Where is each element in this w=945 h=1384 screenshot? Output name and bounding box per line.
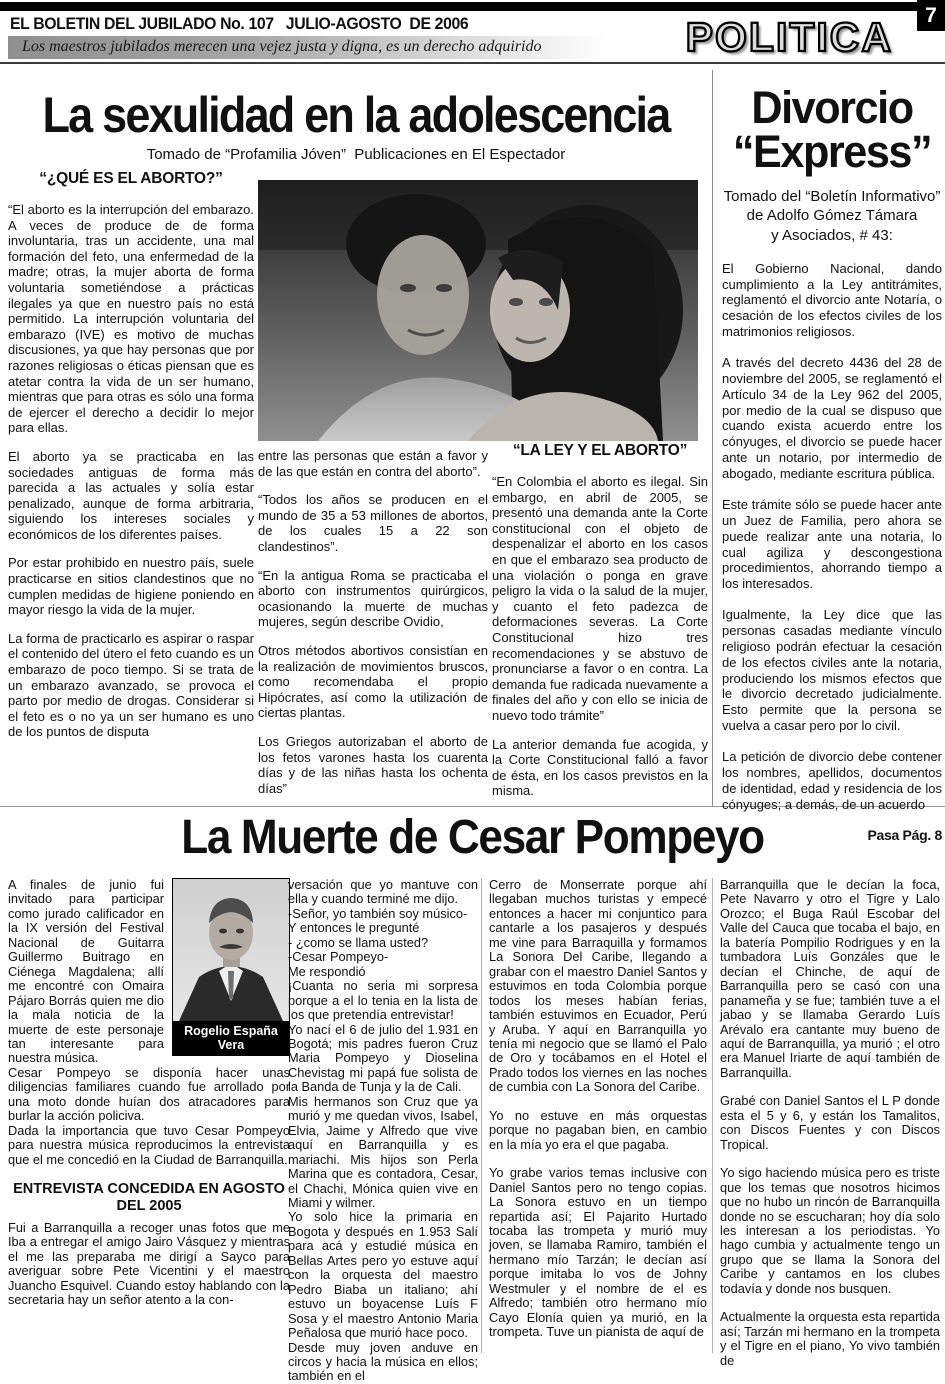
masthead: EL BOLETIN DEL JUBILADO No. 107 JULIO-AGOSTO DE 2006 (10, 14, 469, 33)
article1-left-heading: “¿QUÉ ES EL ABORTO?” (39, 170, 223, 187)
article3-column4 (720, 878, 940, 1382)
article3-title: La Muerte de Cesar Pompeyo (181, 811, 764, 864)
article2-title-line2: “Express” (732, 126, 932, 178)
article1-right-column (492, 442, 708, 812)
paragraph: -Señor, yo también soy músico- (288, 905, 468, 921)
article2-subtitle-line: y Asociados, # 43: (771, 226, 893, 244)
section-label: POLITICA (685, 14, 893, 60)
rogelio-photo (172, 878, 290, 1056)
paragraph: Y entonces le pregunté (288, 920, 420, 936)
article3-column2 (288, 878, 478, 1384)
article1-left-paragraphs (8, 202, 254, 740)
tagline-banner: Los maestros jubilados merecen una vejez justa y digna, es un derecho adquirido (8, 36, 608, 59)
article1-subtitle: Tomado de “Profamilia Jóven” Publicaciones en El Espectador (146, 146, 566, 163)
paragraph: Yo solo hice la primaria en Bogota y después en 1.953 Salí para acá y estudié música en Bellas Artes pero yo estuve aquí con la orquesta del maestro Pedro Biaba un italiano; ahí estuvo un boyacense Luís F Sosa y el maestro Antonio Maria Peñalosa que murió hace poco. (288, 1209, 478, 1341)
couple-photo-illustration (258, 180, 698, 441)
paragraph: Otros métodos abortivos consistían en la realización de movimientos bruscos, como recomendaba el propio Hipócrates, así como la utilización de ciertas plantas. (258, 642, 488, 721)
paragraph: Por estar prohibido en nuestro país, suele practicarse en sitios clandestinos que no cumplen medidas de higiene poniendo en mayor riesgo la vida de la mujer. (8, 555, 254, 618)
paragraph: Dada la importancia que tuvo Cesar Pompeyo para nuestra música reproducimos la entrevista que el me concedió en la Ciudad de Barranquilla. (8, 1122, 290, 1167)
article1-left-column (8, 170, 254, 753)
paragraph: La anterior demanda fue acogida, y la Corte Constitucional falló a favor de ésta, en los casos previstos en la misma. (492, 736, 708, 799)
article2-paragraphs (722, 261, 942, 813)
paragraph: Este trámite sólo se puede hacer ante un Juez de Familia, pero ahora se puede realizar ante una notaria, lo cual agiliza y descongestiona procedimientos, ahorrando tiempo a los interesados. (722, 496, 942, 592)
paragraph: - ¿como se llama usted? (288, 934, 429, 950)
paragraph: Grabé con Daniel Santos el L P donde esta el 5 y 6, y están los Tamalitos, con Discos Fuentes y con Discos Tropical. (720, 1093, 940, 1152)
article2-subtitle-line: de Adolfo Gómez Támara (746, 207, 918, 225)
paragraph: Yo sigo haciendo música pero es triste que los temas que nosotros hicimos que no hubo un rincón de Barranquilla donde no se escucharan; hoy día solo les interesan a los periodistas. Yo hago cumbia y actualmente tengo un grupo que se llama la Sonora del Caribe y cantamos en los clubes todavía y donde nos busquen. (720, 1165, 940, 1296)
paragraph: Actualmente la orquesta esta repartida así; Tarzán mi hermano en la trompeta y el Tigre en el piano, Yo vivo también de (720, 1309, 940, 1368)
page-number-box (917, 0, 945, 31)
article3-interview-heading: ENTREVISTA CONCEDIDA EN AGOSTO DEL 2005 (13, 1181, 285, 1215)
article2-title (726, 82, 937, 178)
article3-col4-paragraphs (720, 878, 940, 1368)
vertical-divider-bottom-2 (712, 878, 713, 1353)
paragraph: El aborto ya se practicaba en las sociedades antiguas de forma más parecida a las actuales y solía estar penalizado, aunque de forma arbitraria, siguiendo los intereses sociales y económicos de los diferentes países. (8, 448, 254, 542)
vertical-divider-top (712, 70, 713, 806)
paragraph: La petición de divorcio debe contener los nombres, apellidos, documentos de identidad, edad y residencia de los cónyuges; a demás, de un acuerdo (722, 748, 942, 812)
article1-right-paragraphs (492, 474, 708, 799)
paragraph: “En la antigua Roma se practicaba el aborto con instrumentos quirúrgicos, ocasionando la muerte de muchas mujeres, según describe Ovidio, (258, 567, 488, 630)
paragraph: Fui a Barranquilla a recoger unas fotos que me Iba a entregar el amigo Jairo Vásquez y mientras el me las preparaba me dirigí a Sayco para averiguar sobre Pete Vicentini y el maestro Juancho Esquivel. Cuando estoy hablando con la secretaria hay un señor atento a la con- (8, 1219, 290, 1308)
article3-col1-paragraphs-bottom (8, 1221, 290, 1308)
article1-middle-column (258, 448, 488, 809)
couple-photo (258, 180, 698, 441)
article1-right-heading: “LA LEY Y EL ABORTO” (512, 442, 688, 459)
page-number: 7 (925, 3, 937, 27)
article1-title: La sexulidad en la adolescencia (42, 87, 670, 143)
paragraph: Igualmente, la Ley dice que las personas casadas mediante vínculo religioso podrán efectuar la cesación de los efectos civiles ante la notaria, produciendo los mismos efectos que le divorcio decretado judicialmente. Esto permite que la persona se vuelva a casar pero por lo civil. (722, 607, 942, 734)
paragraph: “El aborto es la interrupción del embarazo. A veces de produce de de forma involuntaria, tras un accidente, una mal formación del feto, una enfermedad de la madre; otras, la mujer aborta de forma voluntaria sometiéndose a prácticas ilegales ya que en nuestro país no está permitido. La interrupción voluntaria del embarazo (IVE) es motivo de muchas discusiones, ya que hay personas que por razones religiosas o éticas piensan que es atetar contra la vida de un ser humano, mientras que para otras es sólo una forma de ejercer el derecho a decidir lo mejor para ellas. (8, 202, 254, 436)
paragraph: A través del decreto 4436 del 28 de noviembre del 2005, se reglamentó el Artículo 34 de la Ley 962 del 2005, por medio de la cual se dispuso que cuando exista acuerdo entre los cónyuges, el divorcio se puede hacer ante un notario, por intermedio de abogado, mediante escritura pública. (722, 355, 942, 482)
paragraph: “En Colombia el aborto es ilegal. Sin embargo, en abril de 2005, se presentó una demanda ante la Corte constitucional con el objeto de despenalizar el aborto en los casos en que el embarazo sea producto de una violación o ponga en grave peligro la vida o la salud de la mujer, y cuanto el feto padezca de deformaciones severas. La Corte Constitucional hizo tres recomendaciones y se abstuvo de pronunciarse a favor o en contra. La demanda fue radicada nuevamente a finales del año y con ello se inicia de nuevo todo trámite” (492, 474, 708, 723)
article3-column3 (489, 878, 707, 1354)
paragraph: Me respondió (288, 963, 366, 979)
article2-divorce (722, 82, 942, 844)
paragraph: versación que yo mantuve con ella y cuando terminé me dijo. (288, 877, 478, 907)
paragraph: El Gobierno Nacional, dando cumplimiento a la Ley antitrámites, reglamentó el divorcio ante Notaría, o cesación de los efectos civiles de los matrimonios religiosos. (722, 260, 942, 340)
paragraph: La forma de practicarlo es aspirar o raspar el contenido del útero el feto cuando es un embarazo de poco tiempo. Si se trata de un embarazo avanzado, se provoca el parto por medio de drogas. Considerar si el feto es o no ya un ser humano es uno de los puntos de disputa (8, 630, 254, 740)
article2-subtitle-line: Tomado del “Boletín Informativo” (723, 188, 941, 206)
paragraph: Yo no estuve en más orquestas porque no pagaban bien, en cambio en la mía yo era el que pagaba. (489, 1107, 707, 1152)
article2-title-line1: Divorcio (751, 82, 913, 133)
paragraph: Cesar Pompeyo se disponía hacer unas diligencias familiares cuando fue arrollado por una moto donde huían dos atracadores para burlar la acción policiva. (8, 1064, 290, 1124)
article3-col2-paragraphs (288, 878, 478, 1384)
continuation-note: Pasa Pág. 8 (867, 827, 942, 844)
top-black-bar (0, 2, 918, 11)
paragraph: Yo grabe varios temas inclusive con Daniel Santos pero no tengo copias. La Sonora estuvo en un tiempo repartida así; El Pajarito Hurtado tocaba las trompeta y murió muy joven, se llamaba Ramiro, también el hermano mío Tarzán; le decían así porque imitaba lo vos de Johny Westmuler y el nombre de el es Alfredo; también otro hermano mío Cayo Elonía quien ya murió, en la trompeta. Tuve un pianista de aquí de (489, 1165, 707, 1340)
paragraph: A finales de junio fui invitado para participar como jurado calificador en la IX versión del Festival Nacional de Guitarra Guillermo Buitrago en Ciénega Magdalena; allí me encontré con Omaira Pájaro Borrás quien me dio la mala noticia de la muerte de este personaje tan interesante para nuestra música. (8, 877, 164, 1066)
paragraph: Cerro de Monserrate porque ahí llegaban muchos turistas y empecé entonces a hacer mi conjuntico para cantarle a los pasajeros y después me vine para Barraquilla y formamos La Sonora Del Caribe, llegando a grabar con el maestro Daniel Santos y estuvimos en toda Colombia porque todos los meses habían ferias, también estuvimos en Ecuador, Perú y Aruba. Y aquí en Barranquilla yo tenía mi negocio que se llamó el Palo de Oro y tocábamos en el Hotel el Prado todos los viernes en las noches de cumbia con La Sonora del Caribe. (489, 877, 707, 1095)
paragraph: -Cesar Pompeyo- (288, 949, 389, 965)
paragraph: Yo nací el 6 de julio del 1.931 en Bogotá; mis padres fueron Cruz Maria Pompeyo y Dioselina Chevistag mi papá fue solista de la Banda de Tunja y la de Cali. (288, 1021, 478, 1095)
paragraph: entre las personas que están a favor y de las que están en contra del aborto”. (258, 448, 488, 479)
paragraph: Barranquilla que le decían la foca, Pete Navarro y otro el Tigre y Lalo Orozco; el Buga Raúl Escobar del Valle del Cauca que tocaba el bajo, en la batería Pompilio Rodrigues y en la tumbadora Luís Gonzáles que le decían el Chinche, de aquí de Barranquilla pero se casó con una panameña y se fue; también tuve a el jabao y se llamaba Gerardo Luís Arévalo era cantante muy bueno de aquí de Barranquilla, ya murió ; el otro era Manuel Iriarte de aquí también de Barranquilla. (720, 877, 940, 1080)
photo-caption: Rogelio España Vera (173, 1021, 289, 1055)
article3-col3-paragraphs (489, 878, 707, 1340)
vertical-divider-bottom-1 (481, 878, 482, 1353)
rogelio-portrait-illustration (173, 879, 289, 1021)
article3-column1 (8, 878, 290, 1308)
paragraph: “Todos los años se producen en el mundo de 35 a 53 millones de abortos, de los cuales 15 a 22 son clandestinos”. (258, 492, 488, 554)
paragraph: ¡Cuanta no seria mi sorpresa porque a el lo tenia en la lista de los que pretendía entrevistar! (288, 978, 478, 1023)
paragraph: Desde muy joven anduve en circos y hacia la música en ellos; también en el (288, 1339, 478, 1384)
article1-middle-paragraphs (258, 448, 488, 796)
paragraph: Mis hermanos son Cruz que ya murió y me quedan vivos, Isabel, Elvia, Jaime y Alfredo que vive aquí en Barranquilla y es mariachi. Mis hijos son Perla Marina que es contadora, Cesar, el Chachi, Mónica quien vive en Miami y wilmer. (288, 1093, 478, 1210)
article2-subtitle (722, 187, 942, 245)
header-rule (0, 62, 945, 64)
paragraph: Los Griegos autorizaban el aborto de los fetos varones hasta los cuarenta días y de las niñas hasta los ochenta días” (258, 733, 488, 796)
